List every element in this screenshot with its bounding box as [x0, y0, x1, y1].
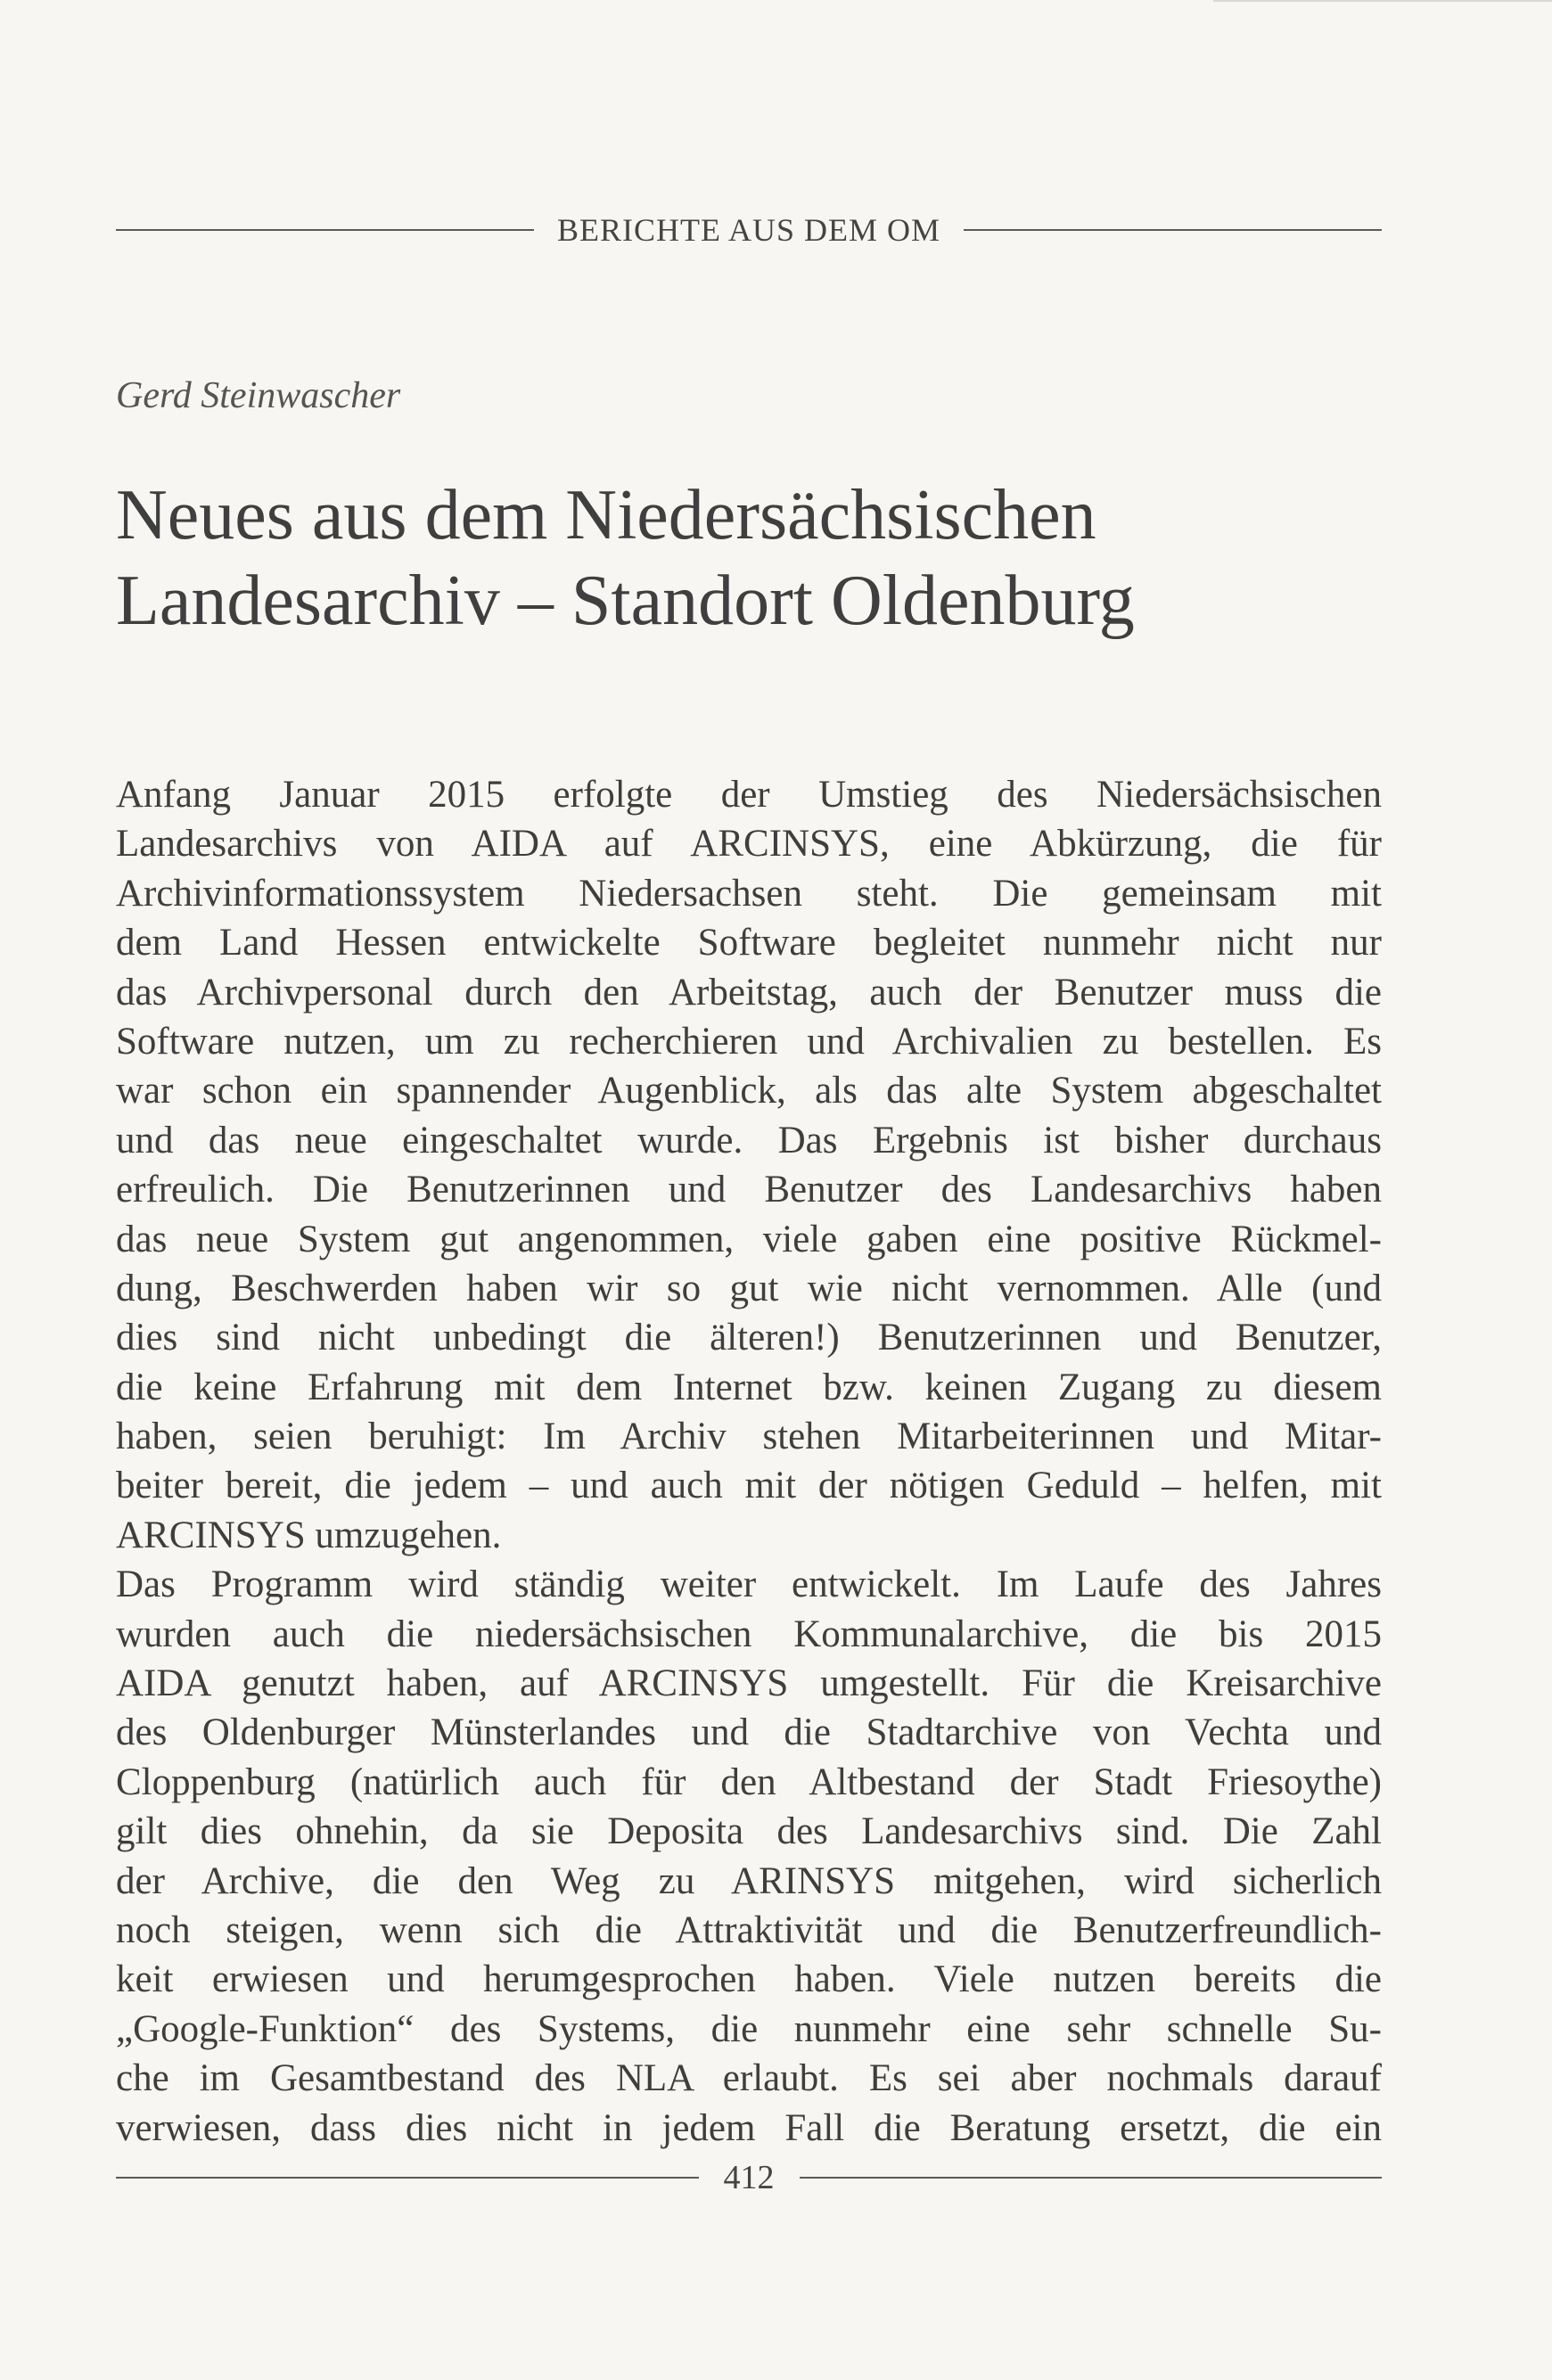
title-line: Landesarchiv – Standort Oldenburg [116, 562, 1135, 640]
body-line: das Archivpersonal durch den Arbeitstag, auch der Benutzer muss die [116, 971, 1382, 1014]
body-line: gilt dies ohnehin, da sie Deposita des Landesarchivs sind. Die Zahl [116, 1810, 1382, 1853]
body-line: Landesarchivs von AIDA auf ARCINSYS, eine Abkürzung, die für [116, 823, 1382, 866]
article-body [116, 770, 1382, 2153]
body-line: des Oldenburger Münsterlandes und die Stadtarchive von Vechta und [116, 1711, 1382, 1754]
article-author: Gerd Steinwascher [116, 375, 401, 416]
body-line: war schon ein spannender Augenblick, als das alte System abgeschaltet [116, 1070, 1382, 1112]
body-line: Software nutzen, um zu recherchieren und Archivalien zu bestellen. Es [116, 1020, 1382, 1063]
body-line: wurden auch die niedersächsischen Kommunalarchive, die bis 2015 [116, 1613, 1382, 1655]
body-line: Cloppenburg (natürlich auch für den Altbestand der Stadt Friesoythe) [116, 1760, 1382, 1803]
body-line: keit erwiesen und herumgesprochen haben. Viele nutzen bereits die [116, 1958, 1382, 2001]
body-line: dies sind nicht unbedingt die älteren!) Benutzerinnen und Benutzer, [116, 1317, 1382, 1359]
footer-rule-right [800, 2177, 1383, 2179]
running-header [116, 203, 1382, 257]
title-line: Neues aus dem Niedersächsischen [116, 476, 1096, 554]
body-line: Das Programm wird ständig weiter entwickelt. Im Laufe des Jahres [116, 1563, 1382, 1606]
page-number: 412 [723, 2159, 775, 2196]
body-line: und das neue eingeschaltet wurde. Das Ergebnis ist bisher durchaus [116, 1119, 1382, 1161]
body-line: noch steigen, wenn sich die Attraktivität und die Benutzerfreundlich- [116, 1908, 1382, 1951]
scan-edge-line [1213, 0, 1552, 2]
body-line: ARCINSYS umzugehen. [116, 1514, 502, 1556]
body-line: „Google-Funktion“ des Systems, die nunmehr eine sehr schnelle Su- [116, 2007, 1382, 2050]
body-line: AIDA genutzt haben, auf ARCINSYS umgestellt. Für die Kreisarchive [116, 1662, 1382, 1705]
body-line: Archivinformationssystem Niedersachsen steht. Die gemeinsam mit [116, 872, 1382, 915]
body-line: die keine Erfahrung mit dem Internet bzw. keinen Zugang zu diesem [116, 1366, 1382, 1408]
article-title [116, 472, 1408, 644]
body-line: verwiesen, dass dies nicht in jedem Fall die Beratung ersetzt, die ein [116, 2106, 1382, 2149]
body-line: beiter bereit, die jedem – und auch mit der nötigen Geduld – helfen, mit [116, 1465, 1382, 1507]
footer-rule-left [116, 2177, 699, 2179]
body-line: Anfang Januar 2015 erfolgte der Umstieg des Niedersächsischen [116, 774, 1382, 816]
body-line: dung, Beschwerden haben wir so gut wie nicht vernommen. Alle (und [116, 1267, 1382, 1309]
body-line: che im Gesamtbestand des NLA erlaubt. Es sei aber nochmals darauf [116, 2057, 1382, 2100]
body-line: der Archive, die den Weg zu ARINSYS mitgehen, wird sicherlich [116, 1859, 1382, 1902]
header-rule-left [116, 229, 534, 231]
body-line: das neue System gut angenommen, viele gaben eine positive Rückmel- [116, 1218, 1382, 1260]
header-rule-right [964, 229, 1382, 231]
body-line: erfreulich. Die Benutzerinnen und Benutzer des Landesarchivs haben [116, 1169, 1382, 1211]
body-line: haben, seien beruhigt: Im Archiv stehen Mitarbeiterinnen und Mitar- [116, 1416, 1382, 1458]
running-title: BERICHTE AUS DEM OM [556, 212, 941, 248]
body-line: dem Land Hessen entwickelte Software begleitet nunmehr nicht nur [116, 922, 1382, 964]
page-footer [116, 2155, 1382, 2200]
